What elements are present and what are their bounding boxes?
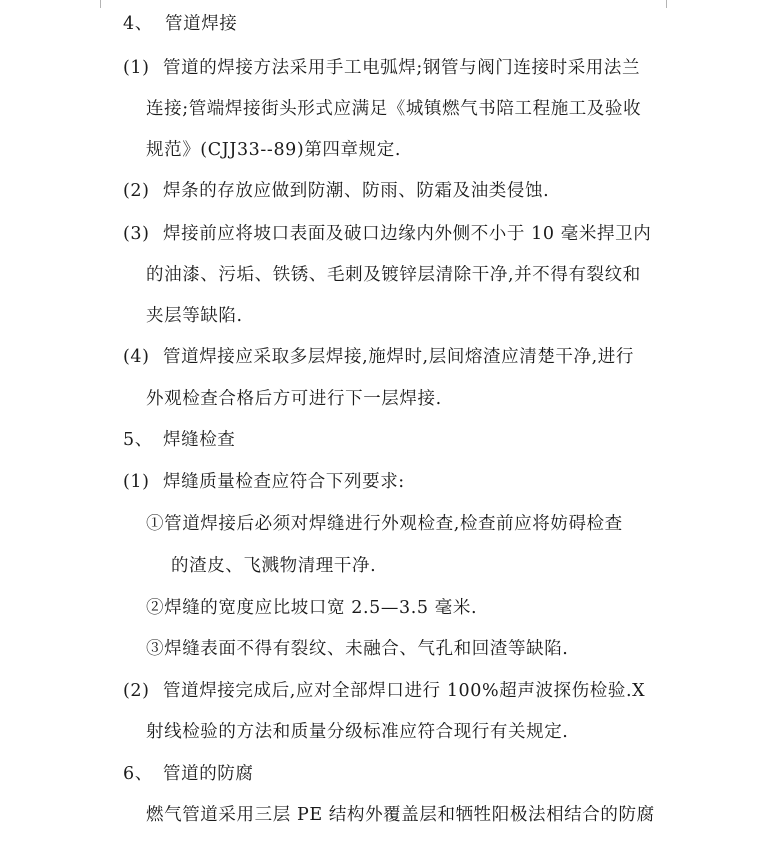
paragraph-line: 管道焊接完成后,应对全部焊口进行 100%超声波探伤检验.X — [163, 681, 646, 701]
paragraph-line: 的油漆、污垢、铁锈、毛刺及镀锌层清除干净,并不得有裂纹和 — [146, 265, 641, 285]
section-number: 5、 — [123, 430, 153, 450]
sub-item-line: ②焊缝的宽度应比坡口宽 2.5—3.5 毫米. — [146, 598, 478, 618]
item-number: (1) — [123, 472, 150, 492]
sub-item-line: ①管道焊接后必须对焊缝进行外观检查,检查前应将妨碍检查 — [146, 514, 623, 534]
section-heading: 管道的防腐 — [163, 764, 254, 784]
item-number: (4) — [123, 347, 150, 367]
section-heading: 管道焊接 — [165, 14, 238, 34]
paragraph-line: 焊条的存放应做到防潮、防雨、防霜及油类侵蚀. — [163, 181, 550, 201]
paragraph-line: 规范》(CJJ33--89)第四章规定. — [146, 140, 401, 160]
margin-corner-mark — [666, 0, 683, 8]
paragraph-line: 管道的焊接方法采用手工电弧焊;钢管与阀门连接时采用法兰 — [163, 58, 641, 78]
paragraph-line: 射线检验的方法和质量分级标准应符合现行有关规定. — [146, 722, 569, 742]
paragraph-line: 连接;管端焊接街头形式应满足《城镇燃气书陪工程施工及验收 — [146, 99, 642, 119]
item-number: (2) — [123, 681, 150, 701]
section-heading: 焊缝检查 — [163, 430, 236, 450]
item-number: (2) — [123, 181, 150, 201]
paragraph-line: 管道焊接应采取多层焊接,施焊时,层间熔渣应清楚干净,进行 — [163, 347, 634, 367]
item-number: (3) — [123, 224, 150, 244]
paragraph-line: 燃气管道采用三层 PE 结构外覆盖层和牺牲阳极法相结合的防腐 — [146, 805, 655, 825]
sub-item-line: ③焊缝表面不得有裂纹、未融合、气孔和回渣等缺陷. — [146, 639, 569, 659]
paragraph-line: 焊接前应将坡口表面及破口边缘内外侧不小于 10 毫米捍卫内 — [163, 224, 652, 244]
section-number: 4、 — [123, 14, 153, 34]
paragraph-line: 外观检查合格后方可进行下一层焊接. — [146, 389, 442, 409]
sub-item-line: 的渣皮、飞溅物清理干净. — [171, 556, 377, 576]
section-number: 6、 — [123, 764, 153, 784]
item-number: (1) — [123, 58, 150, 78]
margin-corner-mark — [84, 0, 101, 8]
paragraph-line: 焊缝质量检查应符合下列要求: — [163, 472, 405, 492]
paragraph-line: 夹层等缺陷. — [146, 306, 243, 326]
